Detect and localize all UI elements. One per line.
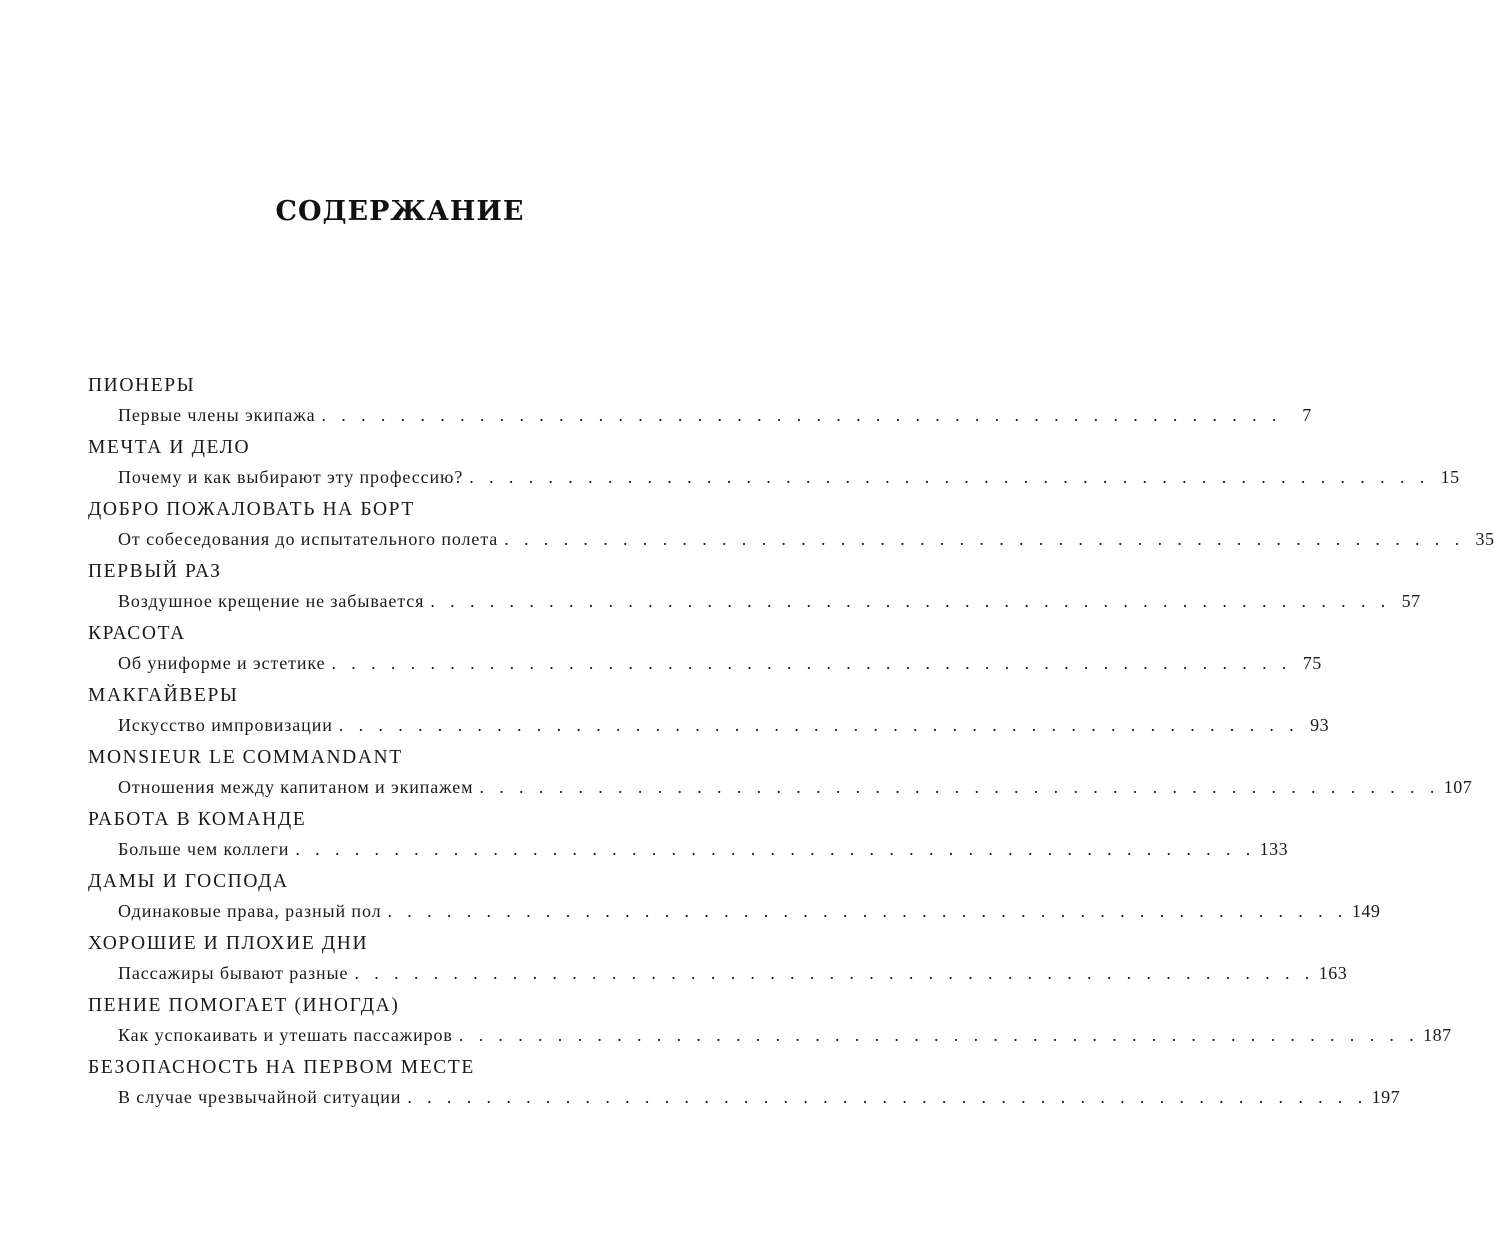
chapter-subtitle: Воздушное крещение не забывается bbox=[118, 591, 425, 611]
page-number: 149 bbox=[1351, 901, 1381, 921]
toc-subtitle-row[interactable] bbox=[88, 834, 1289, 864]
page-title: СОДЕРЖАНИЕ bbox=[275, 196, 525, 227]
toc-entry bbox=[88, 930, 1348, 992]
toc-entry bbox=[88, 682, 1330, 744]
page-number: 187 bbox=[1423, 1025, 1452, 1045]
toc-subtitle-row[interactable] bbox=[88, 648, 1322, 678]
toc-entry bbox=[88, 620, 1322, 682]
chapter-subtitle: Как успокаивать и утешать пассажиров bbox=[118, 1025, 453, 1045]
toc-entry bbox=[88, 558, 1421, 620]
chapter-title: ДАМЫ И ГОСПОДА bbox=[88, 871, 289, 892]
toc-subtitle-row[interactable] bbox=[88, 710, 1330, 740]
dot-leader: . . . . . . . . . . . . . . . . . . . . . . . . . . . . . . . . . . . . . . . . . . . . . . . . . bbox=[387, 901, 1348, 921]
toc-entry bbox=[88, 434, 1460, 496]
dot-leader: . . . . . . . . . . . . . . . . . . . . . . . . . . . . . . . . . . . . . . . . . . . . . . . . . bbox=[354, 963, 1315, 983]
toc-subtitle-row[interactable] bbox=[88, 958, 1348, 988]
dot-leader: . . . . . . . . . . . . . . . . . . . . . . . . . . . . . . . . . . . . . . . . . . . . . . . . . bbox=[479, 777, 1440, 797]
dot-leader: . . . . . . . . . . . . . . . . . . . . . . . . . . . . . . . . . . . . . . . . . . . . . . . . . bbox=[430, 591, 1391, 611]
toc-subtitle-row[interactable] bbox=[88, 462, 1460, 492]
toc-subtitle-row[interactable] bbox=[88, 400, 1312, 430]
page-number: 93 bbox=[1310, 715, 1330, 735]
toc-subtitle-row[interactable] bbox=[88, 524, 1495, 554]
dot-leader: . . . . . . . . . . . . . . . . . . . . . . . . . . . . . . . . . . . . . . . . . . . . . . . . . bbox=[295, 839, 1256, 859]
dot-leader: . . . . . . . . . . . . . . . . . . . . . . . . . . . . . . . . . . . . . . . . . . . . . . . . . bbox=[321, 405, 1282, 425]
toc-subtitle-row[interactable] bbox=[88, 772, 1473, 802]
chapter-subtitle: Первые члены экипажа bbox=[118, 405, 316, 425]
page-number: 163 bbox=[1318, 963, 1348, 983]
toc-entry bbox=[88, 372, 1312, 434]
dot-leader: . . . . . . . . . . . . . . . . . . . . . . . . . . . . . . . . . . . . . . . . . . . . . . . . . bbox=[469, 467, 1430, 487]
chapter-title: ПЕРВЫЙ РАЗ bbox=[88, 561, 222, 582]
toc-subtitle-row[interactable] bbox=[88, 1020, 1452, 1050]
toc-entry bbox=[88, 868, 1381, 930]
toc-subtitle-row[interactable] bbox=[88, 1082, 1401, 1112]
toc-entry bbox=[88, 496, 1495, 558]
chapter-subtitle: Больше чем коллеги bbox=[118, 839, 290, 859]
chapter-subtitle: От собеседования до испытательного полета bbox=[118, 529, 499, 549]
dot-leader: . . . . . . . . . . . . . . . . . . . . . . . . . . . . . . . . . . . . . . . . . . . . . . . . . bbox=[338, 715, 1300, 735]
chapter-subtitle: В случае чрезвычайной ситуации bbox=[118, 1087, 402, 1107]
page-number: 197 bbox=[1371, 1087, 1401, 1107]
chapter-subtitle: Одинаковые права, разный пол bbox=[118, 901, 382, 921]
page-number: 35 bbox=[1475, 529, 1495, 549]
page-number: 15 bbox=[1440, 467, 1460, 487]
chapter-title: БЕЗОПАСНОСТЬ НА ПЕРВОМ МЕСТЕ bbox=[88, 1057, 475, 1078]
chapter-title: ПИОНЕРЫ bbox=[88, 375, 196, 396]
chapter-subtitle: Пассажиры бывают разные bbox=[118, 963, 349, 983]
toc-subtitle-row[interactable] bbox=[88, 896, 1381, 926]
chapter-subtitle: Почему и как выбирают эту профессию? bbox=[118, 467, 464, 487]
dot-leader: . . . . . . . . . . . . . . . . . . . . . . . . . . . . . . . . . . . . . . . . . . . . . . . . . bbox=[331, 653, 1292, 673]
chapter-title: МЕЧТА И ДЕЛО bbox=[88, 437, 251, 458]
chapter-title: РАБОТА В КОМАНДЕ bbox=[88, 809, 307, 830]
toc-entry bbox=[88, 992, 1452, 1054]
chapter-subtitle: Отношения между капитаном и экипажем bbox=[118, 777, 474, 797]
chapter-title: КРАСОТА bbox=[88, 623, 186, 644]
chapter-title: ХОРОШИЕ И ПЛОХИЕ ДНИ bbox=[88, 933, 369, 954]
toc-entry bbox=[88, 1054, 1401, 1116]
toc-entry bbox=[88, 806, 1289, 868]
page-number: 75 bbox=[1302, 653, 1322, 673]
page-number: 57 bbox=[1401, 591, 1421, 611]
toc-subtitle-row[interactable] bbox=[88, 586, 1421, 616]
page-number: 107 bbox=[1443, 777, 1473, 797]
toc-entry bbox=[88, 744, 1473, 806]
page-number: 7 bbox=[1302, 405, 1312, 425]
table-of-contents bbox=[88, 372, 1495, 1116]
dot-leader: . . . . . . . . . . . . . . . . . . . . . . . . . . . . . . . . . . . . . . . . . . . . . . . . . bbox=[407, 1087, 1368, 1107]
chapter-title: ПЕНИЕ ПОМОГАЕТ (ИНОГДА) bbox=[88, 995, 400, 1016]
chapter-subtitle: Об униформе и эстетике bbox=[118, 653, 326, 673]
page-number: 133 bbox=[1259, 839, 1289, 859]
chapter-title: МАКГАЙВЕРЫ bbox=[88, 685, 239, 706]
chapter-title: MONSIEUR LE COMMANDANT bbox=[88, 747, 403, 768]
dot-leader: . . . . . . . . . . . . . . . . . . . . . . . . . . . . . . . . . . . . . . . . . . . . . . . . . bbox=[458, 1025, 1420, 1045]
dot-leader: . . . . . . . . . . . . . . . . . . . . . . . . . . . . . . . . . . . . . . . . . . . . . . . . . bbox=[504, 529, 1465, 549]
chapter-title: ДОБРО ПОЖАЛОВАТЬ НА БОРТ bbox=[88, 499, 415, 520]
chapter-subtitle: Искусство импровизации bbox=[118, 715, 333, 735]
